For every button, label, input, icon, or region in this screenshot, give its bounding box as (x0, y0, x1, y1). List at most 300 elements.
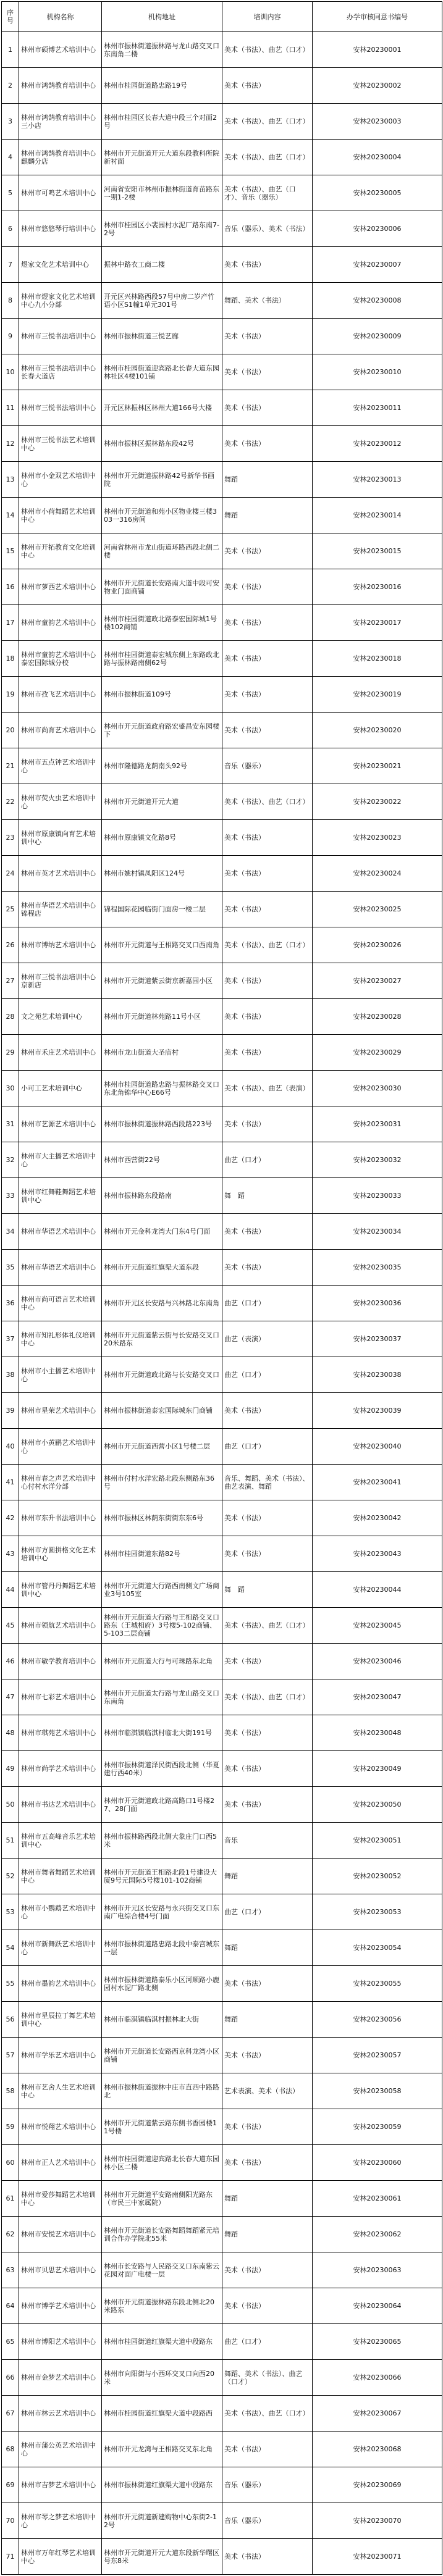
table-row (2, 498, 442, 533)
row-name: 林州市琪苑艺术培训中心 (19, 1715, 102, 1751)
row-name: 林州市鸿鹄教育培训中心 (19, 68, 102, 104)
table-row (2, 2467, 442, 2503)
row-cert: 安林20230044 (313, 1572, 442, 1608)
row-address: 林州市振林街道路泰乐小区河顺路小鹿园村水泥厂路北侧 (102, 1966, 222, 2002)
row-content: 舞蹈 (222, 462, 313, 498)
table-body (2, 32, 442, 2575)
row-no: 16 (2, 569, 19, 605)
row-cert: 安林20230009 (313, 319, 442, 354)
row-address: 林州市振林街道路忠路北段中泰宫城东一层 (102, 1930, 222, 1966)
row-name: 林州市爱莎舞蹈艺术培训中心 (19, 2181, 102, 2217)
row-address: 开元区兴林路西段57号中房二岁产竹语小区S1幢1单元301号 (102, 283, 222, 319)
table-row (2, 1536, 442, 1572)
row-content: 美术（书法） (222, 1751, 313, 1787)
row-address: 林州市振林路东段路南 (102, 1178, 222, 1214)
table-row (2, 1035, 442, 1071)
row-no: 11 (2, 390, 19, 426)
row-cert: 安林20230002 (313, 68, 442, 104)
row-cert: 安林20230006 (313, 211, 442, 247)
row-address: 林州市开元街道太行路与龙山路交叉口东南角 (102, 1679, 222, 1715)
row-no: 35 (2, 1250, 19, 1286)
row-no: 55 (2, 1966, 19, 2002)
row-content: 美术（书法） (222, 1966, 313, 2002)
table-row (2, 1500, 442, 1536)
row-content: 美术（书法）、曲艺（口才） (222, 927, 313, 963)
row-cert: 安林20230053 (313, 1894, 442, 1930)
row-name: 林州市管丹丹舞蹈艺术培训中心 (19, 1572, 102, 1608)
row-address: 林州市开元街道与王相路交叉口西南角 (102, 927, 222, 963)
row-name: 林州市小黄鹂艺术培训中心 (19, 1429, 102, 1465)
table-row (2, 390, 442, 426)
row-name: 林州市小金双艺术培训中心 (19, 462, 102, 498)
row-address: 开元区林振林区林州大道166号大楼 (102, 390, 222, 426)
table-row (2, 1930, 442, 1966)
row-no: 26 (2, 927, 19, 963)
row-no: 48 (2, 1715, 19, 1751)
row-content: 艺术表演、美术（书法） (222, 2073, 313, 2109)
row-content: 曲艺（口才） (222, 1894, 313, 1930)
row-name: 林州市荧火虫艺术培训中心 (19, 784, 102, 820)
row-address: 林州市开元街道紫云街与长安路交叉口20米路东 (102, 1321, 222, 1357)
row-content: 美术（书法）、曲艺（口才） (222, 32, 313, 68)
row-content: 音乐（器乐） (222, 748, 313, 784)
row-address: 林州市桂园街道迎宾路北长春大道东园林小区二楼 (102, 2145, 222, 2181)
table-row (2, 1286, 442, 1321)
row-name: 林州市学乐艺术培训中心 (19, 2038, 102, 2073)
table-row (2, 283, 442, 319)
row-no: 12 (2, 426, 19, 462)
row-cert: 安林20230024 (313, 856, 442, 892)
table-row (2, 2503, 442, 2539)
row-address: 林州市隆德路龙荫南头92号 (102, 748, 222, 784)
row-address: 林州市开元龙湾与王相路交叉东北角 (102, 2432, 222, 2467)
row-address: 林州市振林区振林路东段42号 (102, 426, 222, 462)
row-content: 舞蹈 (222, 1859, 313, 1894)
row-name: 林州市方圆拼格文化艺术培训中心 (19, 1536, 102, 1572)
row-address: 林州市开元街道开元大道东段教科所院新衬面 (102, 140, 222, 175)
table-row (2, 1715, 442, 1751)
row-no: 10 (2, 354, 19, 390)
row-name: 林州市开拓教育文化培训中心 (19, 533, 102, 569)
row-no: 62 (2, 2217, 19, 2252)
row-cert: 安林20230028 (313, 999, 442, 1035)
row-address: 林州市向阳街与小西环交叉口向西20米 (102, 2360, 222, 2396)
table-row (2, 1321, 442, 1357)
row-name: 小可工艺术培训中心 (19, 1071, 102, 1106)
row-address: 林州市西营街22号 (102, 1142, 222, 1178)
row-cert: 安林20230004 (313, 140, 442, 175)
row-content: 音乐（器乐） (222, 2467, 313, 2503)
row-cert: 安林20230037 (313, 1321, 442, 1357)
row-address: 林州市开元街道紫云街京新嘉园小区 (102, 963, 222, 999)
table-row (2, 569, 442, 605)
row-content: 曲艺（口才） (222, 1429, 313, 1465)
row-name: 林州市华语艺术培训中心 (19, 1214, 102, 1250)
row-name: 林州市金梦艺术培训中心 (19, 2360, 102, 2396)
table-row (2, 2324, 442, 2360)
row-address: 林州市临淇镇临淇村振林北大街 (102, 2002, 222, 2038)
row-content: 美术（书法） (222, 1715, 313, 1751)
row-address: 林州市开元街道林苑路11号小区 (102, 999, 222, 1035)
row-cert: 安林20230010 (313, 354, 442, 390)
row-no: 71 (2, 2539, 19, 2575)
row-address: 林州市桂园区小裴园村水泥厂路东南7-2号 (102, 211, 222, 247)
row-content: 美术（书法） (222, 426, 313, 462)
row-address: 林州市开元街道平安路南侧阳光路东（市民三中家属院） (102, 2181, 222, 2217)
table-row (2, 641, 442, 677)
row-content: 美术（书法） (222, 605, 313, 641)
row-no: 63 (2, 2252, 19, 2288)
table-row (2, 784, 442, 820)
row-address: 林州市付村水洋宏路北段东侧路东36号 (102, 1465, 222, 1500)
row-no: 34 (2, 1214, 19, 1250)
row-address: 林州市开元街道长安路南大道中段可安物业门面商铺 (102, 569, 222, 605)
row-no: 49 (2, 1751, 19, 1787)
row-content: 美术（书法） (222, 1536, 313, 1572)
row-cert: 安林20230046 (313, 1644, 442, 1679)
row-name: 林州市蒲公英艺术培训中心 (19, 2432, 102, 2467)
row-content: 曲艺（口才） (222, 1286, 313, 1321)
table-row (2, 892, 442, 927)
row-address: 林州市振林街道泰宏国际城东门商铺 (102, 1393, 222, 1429)
row-cert: 安林20230003 (313, 104, 442, 140)
row-cert: 安林20230031 (313, 1106, 442, 1142)
row-cert: 安林20230007 (313, 247, 442, 283)
row-address: 林州市开元街道政北路高路口1号楼27、28门面 (102, 1787, 222, 1823)
row-address: 林州市桂园街道红旗渠大道中段路东 (102, 2324, 222, 2360)
row-content: 音乐（器乐）、美术（书法） (222, 211, 313, 247)
row-no: 69 (2, 2467, 19, 2503)
row-cert: 安林20230067 (313, 2396, 442, 2432)
row-content: 美术（书法） (222, 641, 313, 677)
row-cert: 安林20230014 (313, 498, 442, 533)
row-cert: 安林20230017 (313, 605, 442, 641)
row-cert: 安林20230040 (313, 1429, 442, 1465)
table-row (2, 2396, 442, 2432)
table-row (2, 1751, 442, 1787)
row-content: 美术（书法） (222, 2109, 313, 2145)
row-address: 林州市开元街道紫云路东侧书香园楼11号楼 (102, 2109, 222, 2145)
row-address: 林州市振林街道红旗渠大道中段路东 (102, 2467, 222, 2503)
row-cert: 安林20230033 (313, 1178, 442, 1214)
row-name: 林州市华语艺术培训中心 (19, 1250, 102, 1286)
row-cert: 安林20230042 (313, 1500, 442, 1536)
row-address: 林州市开元街道开元大道 (102, 784, 222, 820)
row-name: 林州市艺舍人生艺术培训中心 (19, 2073, 102, 2109)
row-no: 20 (2, 713, 19, 748)
row-cert: 安林20230056 (313, 2002, 442, 2038)
table-row (2, 2432, 442, 2467)
row-content: 美术（书法） (222, 533, 313, 569)
table-row (2, 2181, 442, 2217)
row-cert: 安林20230038 (313, 1357, 442, 1393)
row-name: 林州市七彩艺术培训中心 (19, 1679, 102, 1715)
row-address: 林州市桂园街道迎宾路北长春大道东园林社区4楼101铺 (102, 354, 222, 390)
row-no: 27 (2, 963, 19, 999)
table-row (2, 2109, 442, 2145)
row-name: 林州市正人艺术培训中心 (19, 2145, 102, 2181)
row-content: 美术（书法） (222, 856, 313, 892)
row-address: 林州市桂园街道东路82号 (102, 1536, 222, 1572)
table-row (2, 605, 442, 641)
row-content: 美术（书法） (222, 2145, 313, 2181)
table-row (2, 462, 442, 498)
row-content: 美术（书法） (222, 2038, 313, 2073)
row-cert: 安林20230008 (313, 283, 442, 319)
row-name: 林州市三悦书法艺术培训中心 (19, 426, 102, 462)
table-row (2, 1429, 442, 1465)
row-name: 林州市华语艺术培训中心锦程店 (19, 892, 102, 927)
row-no: 1 (2, 32, 19, 68)
row-name: 林州市硕博艺术培训中心 (19, 32, 102, 68)
row-name: 林州市知礼形体礼仪培训中心 (19, 1321, 102, 1357)
row-content: 舞蹈 (222, 2217, 313, 2252)
table-row (2, 533, 442, 569)
row-no: 44 (2, 1572, 19, 1608)
row-name: 林州市艺源艺术培训中心 (19, 1106, 102, 1142)
table-row (2, 1142, 442, 1178)
row-address: 林州市开元街道大行路西南侧文广场商业3号105室 (102, 1572, 222, 1608)
table-row (2, 748, 442, 784)
row-cert: 安林20230054 (313, 1930, 442, 1966)
row-content: 美术（书法）、曲艺（口才） (222, 1679, 313, 1715)
row-address: 林州市振林街道三悦艺廊 (102, 319, 222, 354)
table-row (2, 1644, 442, 1679)
row-no: 51 (2, 1823, 19, 1859)
row-no: 67 (2, 2396, 19, 2432)
row-cert: 安林20230036 (313, 1286, 442, 1321)
row-name: 林州市舞者舞蹈艺术培训中心 (19, 1859, 102, 1894)
row-name: 林州市万年红琴艺术培训中心 (19, 2539, 102, 2575)
row-content: 美术（书法） (222, 1035, 313, 1071)
row-content: 美术（书法） (222, 247, 313, 283)
row-no: 25 (2, 892, 19, 927)
row-name: 林州市博纳艺术培训中心 (19, 927, 102, 963)
row-name: 林州市星辰拉丁舞艺术培训中心 (19, 2002, 102, 2038)
row-address: 林州市开元街道政府路宏盛昌安东园楼下 (102, 713, 222, 748)
row-no: 46 (2, 1644, 19, 1679)
row-name: 林州市小鹦鹉艺术培训中心 (19, 1894, 102, 1930)
row-address: 林州市桂园街道政北路泰宏国际城1号楼102商铺 (102, 605, 222, 641)
row-address: 林州市桂园街道路忠路与振林路交叉口东北角锦华中心E66号 (102, 1071, 222, 1106)
row-no: 56 (2, 2002, 19, 2038)
row-content: 美术（书法） (222, 677, 313, 713)
row-cert: 安林20230049 (313, 1751, 442, 1787)
row-cert: 安林20230058 (313, 2073, 442, 2109)
row-content: 曲艺（口才） (222, 1357, 313, 1393)
table-row (2, 677, 442, 713)
row-name: 林州市尚可语言艺术培训中心 (19, 1286, 102, 1321)
row-cert: 安林20230060 (313, 2145, 442, 2181)
row-address: 林州市开元区长安路与兴林路北东南角 (102, 1286, 222, 1321)
row-cert: 安林20230027 (313, 963, 442, 999)
row-no: 3 (2, 104, 19, 140)
row-cert: 安林20230035 (313, 1250, 442, 1286)
row-content: 美术（书法） (222, 963, 313, 999)
row-content: 美术（书法）、曲艺（口才） (222, 2396, 313, 2432)
row-content: 舞蹈 (222, 2002, 313, 2038)
row-no: 4 (2, 140, 19, 175)
row-no: 50 (2, 1787, 19, 1823)
row-no: 31 (2, 1106, 19, 1142)
table-row (2, 1214, 442, 1250)
row-address: 林州市振林街道振林中庄市直西中路路北 (102, 2073, 222, 2109)
row-name: 林州市孜飞艺术培训中心 (19, 677, 102, 713)
row-content: 曲艺（口才） (222, 1142, 313, 1178)
row-no: 36 (2, 1286, 19, 1321)
row-address: 林州市开元街道新建购物中心东街2-12号 (102, 2503, 222, 2539)
table-row (2, 2288, 442, 2324)
row-name: 林州市三悦书法培训中心 (19, 390, 102, 426)
row-no: 13 (2, 462, 19, 498)
row-no: 9 (2, 319, 19, 354)
row-address: 林州市振林街道109号 (102, 677, 222, 713)
row-content: 舞 蹈 (222, 1178, 313, 1214)
row-content: 音乐、舞蹈、美术（书法）、曲艺表演、舞蹈 (222, 1465, 313, 1500)
row-cert: 安林20230015 (313, 533, 442, 569)
row-name: 林州市博阳艺术培训中心 (19, 2324, 102, 2360)
row-content: 美术（书法）、曲艺（表演） (222, 1071, 313, 1106)
row-cert: 安林20230055 (313, 1966, 442, 2002)
row-address: 锦程国际花园临街门面房一楼二层 (102, 892, 222, 927)
row-cert: 安林20230064 (313, 2288, 442, 2324)
row-address: 林州市桂园区长春大道中段三个对面2号 (102, 104, 222, 140)
row-cert: 安林20230048 (313, 1715, 442, 1751)
row-cert: 安林20230071 (313, 2539, 442, 2575)
row-cert: 安林20230062 (313, 2217, 442, 2252)
row-name: 林州市煜家文化艺术培训中心九小分部 (19, 283, 102, 319)
row-no: 29 (2, 1035, 19, 1071)
row-address: 河南省林州市龙山街道环路西段北侧二楼 (102, 533, 222, 569)
row-no: 65 (2, 2324, 19, 2360)
row-no: 28 (2, 999, 19, 1035)
row-no: 42 (2, 1500, 19, 1536)
row-name: 林州市三悦书法培训中心长春大道店 (19, 354, 102, 390)
table-row (2, 999, 442, 1035)
row-name: 林州市三悦书法培训中心京新店 (19, 963, 102, 999)
row-content: 美术（书法） (222, 820, 313, 856)
table-row (2, 2539, 442, 2575)
row-cert: 安林20230005 (313, 175, 442, 211)
row-cert: 安林20230021 (313, 748, 442, 784)
row-content: 美术（书法） (222, 713, 313, 748)
row-no: 32 (2, 1142, 19, 1178)
row-no: 22 (2, 784, 19, 820)
row-no: 5 (2, 175, 19, 211)
table-row (2, 32, 442, 68)
row-cert: 安林20230012 (313, 426, 442, 462)
row-cert: 安林20230013 (313, 462, 442, 498)
row-content: 美术（书法）、曲艺（口才）、音乐（器乐） (222, 175, 313, 211)
table-row (2, 2073, 442, 2109)
row-content: 舞蹈 (222, 2181, 313, 2217)
row-content: 美术（书法） (222, 1500, 313, 1536)
row-no: 15 (2, 533, 19, 569)
row-cert: 安林20230070 (313, 2503, 442, 2539)
row-cert: 安林20230018 (313, 641, 442, 677)
table-row (2, 1572, 442, 1608)
row-name: 林州市英才艺术培训中心 (19, 856, 102, 892)
row-content: 舞蹈 (222, 1930, 313, 1966)
row-address: 林州市振林路西段北侧大象庄门口西5米 (102, 1823, 222, 1859)
row-address: 林州市振林街道振林路西段路223号 (102, 1106, 222, 1142)
row-content: 美术（书法） (222, 1393, 313, 1429)
table-row (2, 1894, 442, 1930)
row-no: 68 (2, 2432, 19, 2467)
row-cert: 安林20230034 (313, 1214, 442, 1250)
row-address: 林州市开元街道西营小区1号楼二层 (102, 1429, 222, 1465)
row-cert: 安林20230050 (313, 1787, 442, 1823)
row-address: 林州市开元街道红旗渠大道东段 (102, 1250, 222, 1286)
table-row (2, 354, 442, 390)
row-name: 林州市五点钟艺术培训中心 (19, 748, 102, 784)
table-header-row (2, 2, 442, 32)
row-cert: 安林20230029 (313, 1035, 442, 1071)
row-no: 24 (2, 856, 19, 892)
row-cert: 安林20230066 (313, 2360, 442, 2396)
row-address: 林州市振林街道振林路与龙山路交叉口东南角二楼 (102, 32, 222, 68)
row-content: 美术（书法） (222, 1787, 313, 1823)
row-no: 38 (2, 1357, 19, 1393)
row-cert: 安林20230025 (313, 892, 442, 927)
row-address: 林州市开元街道王相路北段1号建设大厦9号元国际5号楼101-102商铺 (102, 1859, 222, 1894)
row-no: 70 (2, 2503, 19, 2539)
table-row (2, 247, 442, 283)
row-address: 林州市桂园街道路忠路19号 (102, 68, 222, 104)
row-no: 64 (2, 2288, 19, 2324)
table-row (2, 140, 442, 175)
table-row (2, 1250, 442, 1286)
row-cert: 安林20230032 (313, 1142, 442, 1178)
row-content: 美术（书法） (222, 68, 313, 104)
table-row (2, 927, 442, 963)
row-no: 60 (2, 2145, 19, 2181)
row-content: 美术（书法） (222, 2432, 313, 2467)
header-name: 机构名称 (19, 2, 102, 32)
table-row (2, 820, 442, 856)
row-content: 美术（书法） (222, 1644, 313, 1679)
row-content: 美术（书法） (222, 1214, 313, 1250)
row-name: 林州市鸿鹄教育培训中心麒麟分店 (19, 140, 102, 175)
header-content: 培训内容 (222, 2, 313, 32)
row-address: 林州市开元街道开元大道东段新华曙区号东8米 (102, 2539, 222, 2575)
row-cert: 安林20230019 (313, 677, 442, 713)
row-address: 林州市桂园街道红旗渠大道中段路西 (102, 2396, 222, 2432)
table-row (2, 1787, 442, 1823)
row-name: 林州市小荷舞蹈艺术培训中心 (19, 498, 102, 533)
table-row (2, 1679, 442, 1715)
row-no: 52 (2, 1859, 19, 1894)
table-row (2, 1465, 442, 1500)
header-address: 机构地址 (102, 2, 222, 32)
row-no: 18 (2, 641, 19, 677)
row-content: 音乐 (222, 1823, 313, 1859)
row-content: 音乐（器乐） (222, 2503, 313, 2539)
row-address: 林州市龙山街道大圣庙村 (102, 1035, 222, 1071)
row-name: 林州市吉梦艺术培训中心 (19, 2467, 102, 2503)
row-no: 45 (2, 1608, 19, 1644)
row-address: 林州市姚村镇凤阳区124号 (102, 856, 222, 892)
table-row (2, 1823, 442, 1859)
row-cert: 安林20230061 (313, 2181, 442, 2217)
table-row (2, 68, 442, 104)
table-row (2, 713, 442, 748)
row-name: 林州市东升书法培训中心 (19, 1500, 102, 1536)
row-cert: 安林20230030 (313, 1071, 442, 1106)
row-name: 林州市敏学教育培训中心 (19, 1644, 102, 1679)
row-address: 林州市桂园街道泰宏城东侧上东路政北路与振林路南侧62号 (102, 641, 222, 677)
row-content: 美术（书法）、曲艺（口才） (222, 140, 313, 175)
